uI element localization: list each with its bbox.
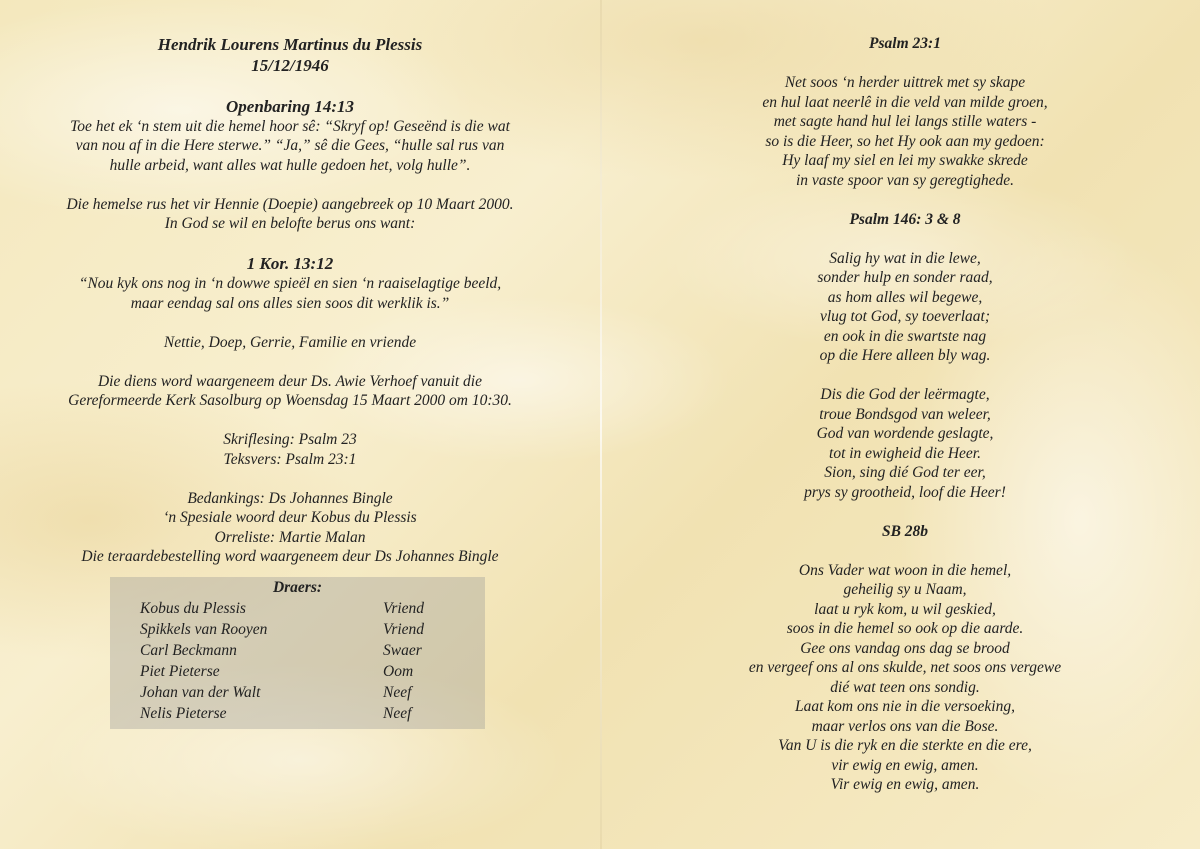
birth-date: 15/12/1946 xyxy=(251,56,329,75)
pallbearer-name: Nelis Pieterse xyxy=(140,704,227,722)
prayer-line: Laat kom ons nie in die versoeking, xyxy=(795,698,1015,715)
pallbearers-heading: Draers: xyxy=(272,578,323,596)
prayer-line: geheilig sy u Naam, xyxy=(843,581,967,598)
pallbearer-relation: Oom xyxy=(383,662,414,680)
verse-line: van nou af in die Here sterwe.” “Ja,” sê die Gees, “hulle sal rus van xyxy=(75,137,505,154)
pallbearer-row xyxy=(140,704,460,725)
verse-line: Toe het ek ‘n stem uit die hemel hoor sê: “Skryf op! Geseënd is die wat xyxy=(70,117,510,135)
psalm-line: so is die Heer, so het Hy ook aan my gedoen: xyxy=(765,132,1045,150)
pallbearer-row xyxy=(140,599,460,620)
psalm-line: vlug tot God, sy toeverlaat; xyxy=(819,308,991,325)
prayer-line: maar verlos ons van die Bose. xyxy=(811,717,999,735)
psalm-line: Sion, sing dié God ter eer, xyxy=(824,464,986,481)
prayer-line: vir ewig en ewig, amen. xyxy=(831,756,979,774)
psalm-line: in vaste spoor van sy geregtighede. xyxy=(795,171,1015,189)
pallbearer-relation: Vriend xyxy=(383,599,425,617)
thanks-line: Die teraardebestelling word waargeneem deur Ds Johannes Bingle xyxy=(81,548,499,565)
pallbearer-relation: Neef xyxy=(383,683,412,701)
service-line: Die diens word waargeneem deur Ds. Awie Verhoef vanuit die xyxy=(97,372,482,390)
verse-line: hulle arbeid, want alles wat hulle gedoen het, volg hulle”. xyxy=(109,156,471,174)
prayer-line: Ons Vader wat woon in die hemel, xyxy=(798,561,1012,579)
verse-ref-openbaring: Openbaring 14:13 xyxy=(226,96,354,116)
rest-line: Die hemelse rus het vir Hennie (Doepie) aangebreek op 10 Maart 2000. xyxy=(66,195,514,213)
psalm-line: tot in ewigheid die Heer. xyxy=(829,444,981,462)
pallbearer-name: Carl Beckmann xyxy=(140,641,237,659)
pallbearer-row xyxy=(140,641,460,662)
psalm-line: as hom alles wil begewe, xyxy=(827,288,983,306)
right-panel xyxy=(640,34,1170,795)
reading-line: Teksvers: Psalm 23:1 xyxy=(223,450,357,468)
verse-line: maar eendag sal ons alles sien soos dit werklik is.” xyxy=(130,294,450,312)
pallbearer-name: Kobus du Plessis xyxy=(140,599,246,617)
prayer-line: en vergeef ons al ons skulde, net soos ons vergewe xyxy=(748,659,1062,676)
rest-line: In God se wil en belofte berus ons want: xyxy=(164,215,416,232)
psalm-line: Dis die God der leërmagte, xyxy=(820,386,990,403)
reading-line: Skriflesing: Psalm 23 xyxy=(223,431,357,448)
service-line: Gereformeerde Kerk Sasolburg op Woensdag 15 Maart 2000 om 10:30. xyxy=(68,392,512,409)
verse-line: “Nou kyk ons nog in ‘n dowwe spieël en sien ‘n raaiselagtige beeld, xyxy=(78,275,502,292)
prayer-line: Vir ewig en ewig, amen. xyxy=(830,776,980,793)
psalm-line: en ook in die swartste nag xyxy=(823,327,987,345)
psalm-line: God van wordende geslagte, xyxy=(816,425,994,442)
pallbearer-relation: Neef xyxy=(383,704,412,722)
psalm-line: op die Here alleen bly wag. xyxy=(819,347,991,364)
deceased-name: Hendrik Lourens Martinus du Plessis xyxy=(157,35,423,54)
pallbearer-row xyxy=(140,620,460,641)
psalm-line: Net soos ‘n herder uittrek met sy skape xyxy=(784,74,1026,91)
psalm-line: Salig hy wat in die lewe, xyxy=(829,249,981,267)
psalm-line: troue Bondsgod van weleer, xyxy=(819,405,991,423)
psalm-line: sonder hulp en sonder raad, xyxy=(817,269,993,286)
pallbearers-box xyxy=(110,577,485,729)
psalm-line: met sagte hand hul lei langs stille waters - xyxy=(773,113,1037,130)
psalm146-title: Psalm 146: 3 & 8 xyxy=(849,210,961,228)
prayer-line: soos in die hemel so ook op die aarde. xyxy=(786,620,1024,637)
page-fold xyxy=(600,0,602,849)
pallbearer-name: Spikkels van Rooyen xyxy=(140,620,268,638)
psalm-line: en hul laat neerlê in die veld van milde groen, xyxy=(762,93,1048,111)
psalm23-title: Psalm 23:1 xyxy=(869,35,941,52)
family-line: Nettie, Doep, Gerrie, Familie en vriende xyxy=(163,333,417,351)
prayer-line: Van U is die ryk en die sterkte en die ere, xyxy=(778,737,1032,754)
psalm-line: Hy laaf my siel en lei my swakke skrede xyxy=(782,152,1028,169)
psalm-line: prys sy grootheid, loof die Heer! xyxy=(804,483,1006,501)
prayer-line: laat u ryk kom, u wil geskied, xyxy=(814,600,996,618)
thanks-line: Orreliste: Martie Malan xyxy=(214,528,366,546)
left-panel xyxy=(20,34,560,729)
thanks-line: Bedankings: Ds Johannes Bingle xyxy=(187,489,393,507)
pallbearer-relation: Vriend xyxy=(383,620,425,638)
pallbearer-row xyxy=(140,662,460,683)
thanks-line: ‘n Spesiale woord deur Kobus du Plessis xyxy=(163,509,417,526)
pallbearer-row xyxy=(140,683,460,704)
prayer-line: dié wat teen ons sondig. xyxy=(830,678,980,696)
pallbearer-relation: Swaer xyxy=(383,641,422,659)
verse-ref-korintiers: 1 Kor. 13:12 xyxy=(246,254,334,273)
pallbearer-name: Piet Pieterse xyxy=(140,662,220,680)
pallbearer-name: Johan van der Walt xyxy=(140,683,261,701)
prayer-line: Gee ons vandag ons dag se brood xyxy=(800,639,1010,657)
sb28b-title: SB 28b xyxy=(881,522,929,540)
